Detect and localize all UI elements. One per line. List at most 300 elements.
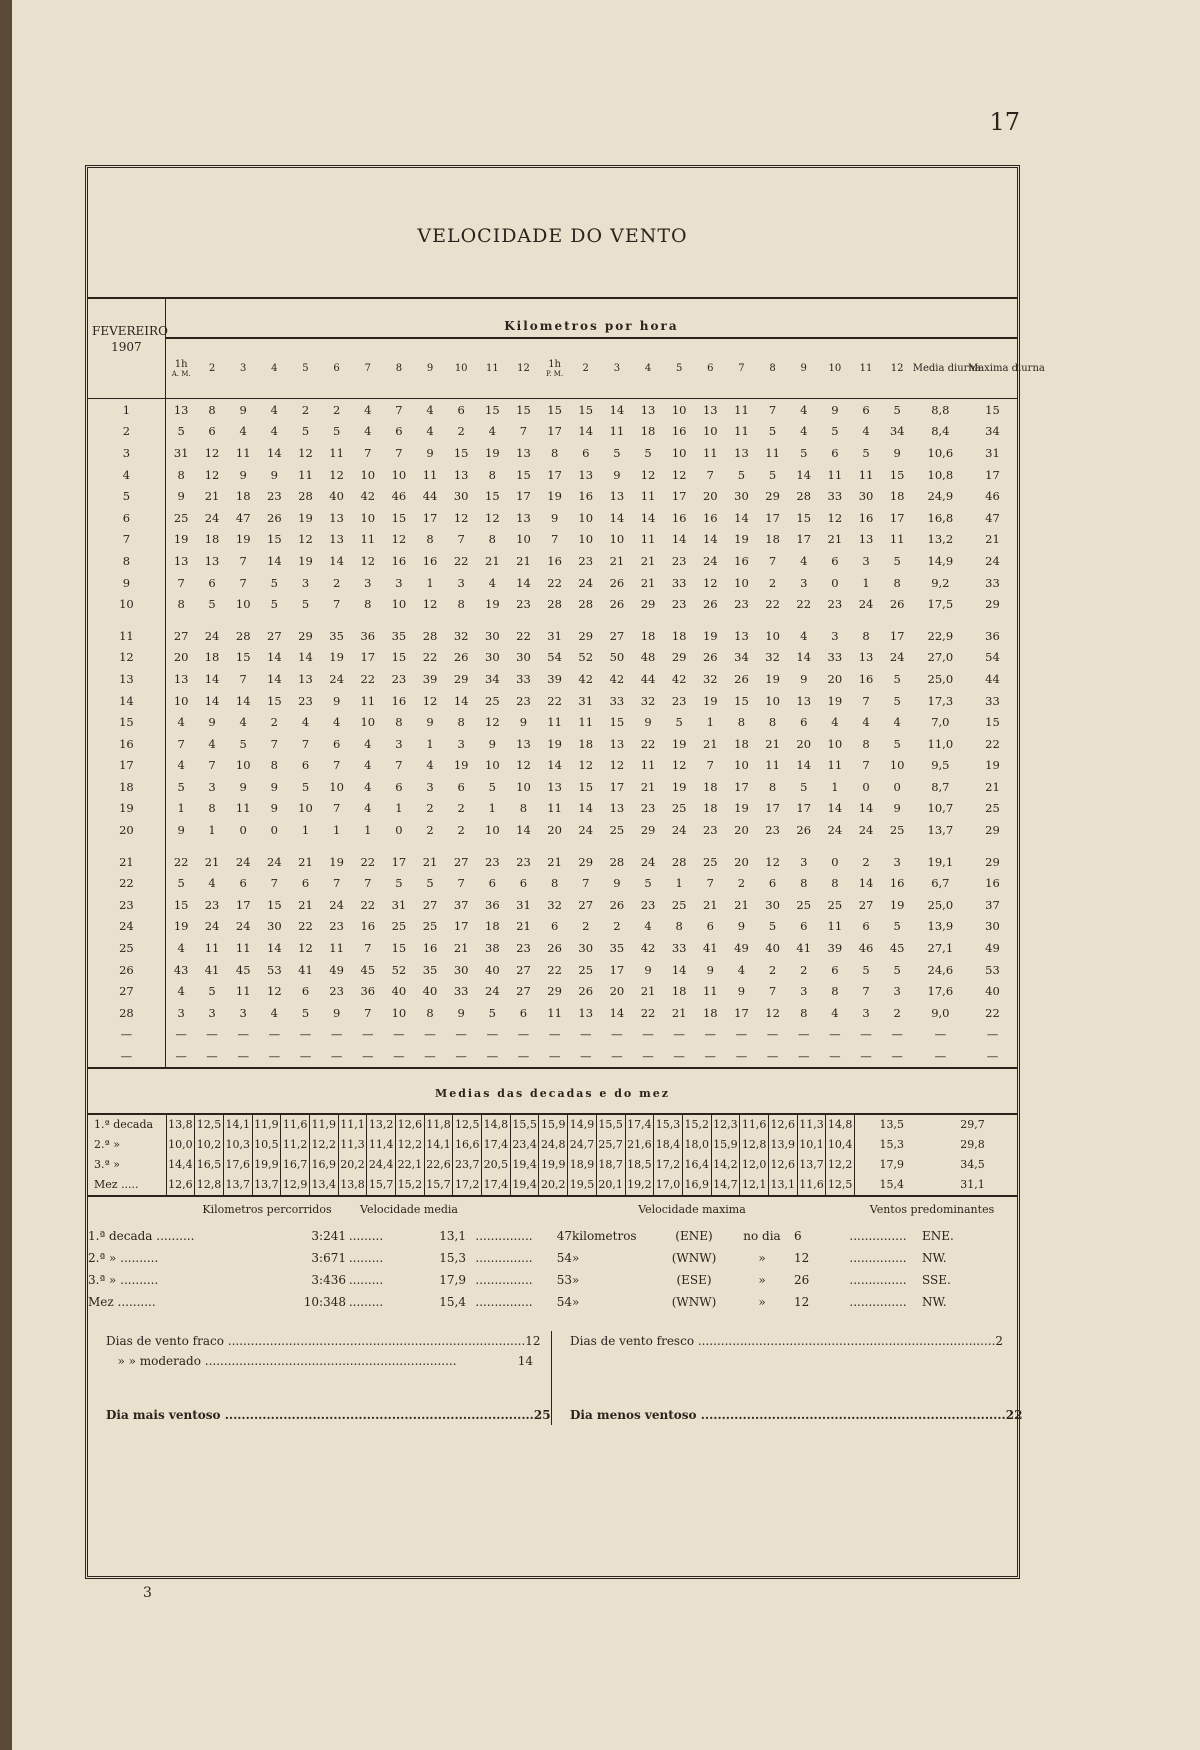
empty-mark: —: [829, 1049, 841, 1064]
decade-hour-mean: 11,9: [252, 1115, 281, 1135]
hourly-value: 13: [516, 510, 531, 525]
hourly-value: 18: [578, 736, 594, 751]
hourly-value: 1: [395, 801, 403, 816]
hourly-value: 2: [582, 919, 590, 934]
velocidade-media: 17,9: [439, 1272, 466, 1287]
hourly-value: 9: [488, 736, 496, 751]
vento-predominante: ENE.: [922, 1228, 954, 1243]
day-row-25: [88, 937, 1017, 959]
day-row-1: [88, 399, 1017, 421]
hourly-value: 7: [862, 693, 870, 708]
units-header: Kilometros por hora: [504, 319, 679, 333]
hourly-value: 2: [893, 1005, 901, 1020]
hourly-value: 7: [768, 984, 777, 999]
hour-header-5: 5: [290, 338, 321, 399]
hourly-value: 26: [734, 671, 749, 686]
hourly-value: 12: [765, 854, 780, 869]
hour-header-24: 12: [882, 338, 913, 399]
hourly-value: 11: [547, 801, 562, 816]
hourly-value: 27: [609, 628, 625, 643]
maxima-diurna: 17: [985, 467, 1000, 482]
hourly-value: 17: [796, 801, 812, 816]
km-header: Kilometros percorridos: [202, 1202, 332, 1216]
hourly-value: 45: [889, 941, 905, 956]
max-unit: »: [572, 1272, 580, 1287]
empty-mark: —: [611, 1027, 623, 1042]
hourly-value: 28: [578, 597, 594, 612]
hourly-value: 28: [671, 854, 687, 869]
hourly-value: 5: [177, 424, 185, 439]
hourly-value: 25: [702, 854, 718, 869]
maxima-diurna: 29: [985, 854, 1000, 869]
media-diurna: 10,8: [927, 467, 954, 482]
decade-max: 29,8: [960, 1138, 985, 1152]
empty-mark: —: [455, 1027, 467, 1042]
hourly-value: 14: [578, 801, 594, 816]
vento-predominante: NW.: [922, 1250, 947, 1265]
hourly-value: 24: [485, 984, 500, 999]
hourly-value: 4: [364, 801, 372, 816]
hourly-value: 4: [800, 402, 808, 417]
hourly-value: 12: [765, 1005, 780, 1020]
hourly-value: 9: [644, 962, 652, 977]
hourly-value: 24: [267, 854, 282, 869]
decade-max: 31,1: [960, 1178, 985, 1192]
decade-hour-mean: 14,9: [568, 1115, 597, 1135]
dia-label: »: [758, 1250, 766, 1265]
maxima-diurna: 15: [985, 715, 1000, 730]
hourly-value: 9: [426, 445, 434, 460]
hourly-value: 5: [613, 445, 621, 460]
decade-hour-mean: 13,4: [309, 1175, 338, 1195]
hourly-value: 15: [453, 445, 469, 460]
hourly-value: 23: [329, 984, 344, 999]
media-diurna: 7,0: [931, 715, 950, 730]
hourly-value: 41: [702, 941, 718, 956]
decade-hour-mean: 14,7: [711, 1175, 740, 1195]
hourly-value: 25: [485, 693, 500, 708]
hourly-value: 13: [329, 532, 344, 547]
velocidade-media: 13,1: [439, 1228, 466, 1243]
hourly-value: 14: [298, 650, 313, 665]
hourly-value: 30: [516, 650, 531, 665]
hourly-value: 6: [582, 445, 590, 460]
decade-hour-mean: 17,2: [453, 1175, 482, 1195]
hourly-value: 3: [395, 736, 403, 751]
hourly-value: 6: [457, 779, 465, 794]
hourly-value: 4: [800, 628, 808, 643]
hourly-value: 11: [298, 467, 313, 482]
hourly-value: 41: [204, 962, 220, 977]
hourly-value: 13: [329, 510, 344, 525]
hourly-value: 4: [426, 402, 434, 417]
empty-mark: —: [673, 1049, 685, 1064]
hourly-value: 10: [609, 532, 625, 547]
decade-hour-mean: 11,3: [797, 1115, 826, 1135]
hourly-value: 4: [208, 736, 216, 751]
hourly-value: 23: [298, 693, 313, 708]
decade-hour-mean: 15,3: [654, 1115, 683, 1135]
media-diurna: 14,9: [927, 553, 954, 568]
hourly-value: 20: [827, 671, 843, 686]
decade-hour-mean: 12,9: [281, 1175, 310, 1195]
hourly-value: 3: [239, 1005, 247, 1020]
hourly-value: 10: [329, 779, 344, 794]
hourly-value: 21: [547, 854, 562, 869]
hourly-value: 21: [453, 941, 469, 956]
hourly-value: 5: [768, 424, 777, 439]
hourly-value: 16: [858, 671, 874, 686]
hourly-value: 10: [391, 467, 407, 482]
hourly-value: 40: [765, 941, 780, 956]
empty-mark: —: [486, 1027, 499, 1042]
hourly-value: 6: [550, 919, 559, 934]
media-diurna: 13,2: [927, 532, 954, 547]
hourly-value: 22: [547, 693, 562, 708]
hourly-value: 5: [332, 424, 341, 439]
day-number: 6: [88, 507, 165, 529]
hourly-value: 0: [831, 575, 839, 590]
hourly-value: 2: [457, 801, 465, 816]
empty-mark: —: [934, 1049, 947, 1064]
month-label: FEVEREIRO: [88, 299, 165, 338]
hourly-value: 14: [609, 1005, 625, 1020]
decade-hour-mean: 12,6: [768, 1115, 797, 1135]
decade-hour-mean: 12,2: [396, 1135, 425, 1155]
day-row-8: [88, 550, 1017, 572]
empty-mark: —: [237, 1027, 249, 1042]
hourly-value: 11: [827, 919, 843, 934]
hourly-value: 19: [485, 445, 500, 460]
hourly-value: 2: [332, 575, 341, 590]
hourly-value: 32: [765, 650, 780, 665]
empty-mark: —: [299, 1027, 312, 1042]
hourly-value: 23: [329, 919, 344, 934]
decade-hour-mean: 23,4: [510, 1135, 539, 1155]
menos-value: 22: [1005, 1407, 1023, 1422]
hourly-value: 5: [644, 876, 652, 891]
hourly-value: 12: [516, 758, 531, 773]
hourly-value: 12: [671, 758, 687, 773]
decade-hour-mean: 10,0: [166, 1135, 195, 1155]
hourly-value: 5: [270, 575, 278, 590]
decade-hour-mean: 20,5: [482, 1155, 511, 1175]
day-number: 24: [88, 916, 165, 938]
hourly-value: 18: [235, 489, 251, 504]
hourly-value: 7: [177, 575, 185, 590]
hourly-value: 10: [235, 758, 251, 773]
hourly-value: 30: [453, 962, 469, 977]
hourly-value: 18: [640, 424, 656, 439]
hourly-value: 11: [329, 941, 344, 956]
hourly-value: 33: [453, 984, 469, 999]
page-number: 17: [989, 108, 1020, 136]
hourly-value: 14: [267, 671, 282, 686]
hourly-value: 10: [391, 1005, 407, 1020]
hourly-value: 9: [893, 445, 901, 460]
maxima-diurna: 47: [985, 510, 1000, 525]
decade-hour-mean: 24,7: [568, 1135, 597, 1155]
decade-hour-mean: 24,8: [539, 1135, 568, 1155]
decade-hour-mean: 12,5: [195, 1115, 224, 1135]
empty-mark: —: [393, 1027, 405, 1042]
hourly-value: 6: [488, 876, 496, 891]
hourly-value: 26: [702, 650, 718, 665]
hourly-value: 13: [858, 532, 874, 547]
hourly-value: 6: [768, 876, 777, 891]
hourly-value: 1: [208, 823, 216, 838]
hourly-value: 42: [609, 671, 625, 686]
hourly-value: 22: [516, 628, 531, 643]
hourly-value: 53: [267, 962, 282, 977]
hourly-value: 11: [827, 467, 843, 482]
hourly-value: 5: [488, 1005, 496, 1020]
hourly-value: 14: [267, 941, 282, 956]
hourly-value: 20: [796, 736, 812, 751]
hourly-value: 10: [671, 445, 687, 460]
decade-hour-mean: 16,4: [682, 1155, 711, 1175]
decade-hour-mean: 11,3: [338, 1135, 367, 1155]
hourly-value: 7: [332, 801, 341, 816]
decade-hour-mean: 12,6: [768, 1155, 797, 1175]
hourly-value: 21: [640, 553, 656, 568]
hourly-value: 11: [640, 758, 656, 773]
hourly-value: 16: [391, 693, 407, 708]
maxima-diurna: 33: [985, 693, 1000, 708]
hourly-value: 30: [734, 489, 749, 504]
media-header: Velocidade media: [360, 1202, 458, 1216]
decade-hour-mean: 19,5: [568, 1175, 597, 1195]
hourly-value: 23: [765, 823, 780, 838]
decade-hour-mean: 13,7: [223, 1175, 252, 1195]
hourly-value: 25: [889, 823, 905, 838]
decade-label: 2.ª »: [88, 1135, 166, 1155]
hourly-value: 23: [640, 897, 656, 912]
hourly-value: 4: [177, 941, 185, 956]
decade-hour-mean: 15,2: [396, 1175, 425, 1195]
hourly-value: 35: [391, 628, 407, 643]
media-diurna: 8,8: [931, 402, 950, 417]
hourly-value: 5: [768, 919, 777, 934]
hourly-value: 23: [671, 693, 687, 708]
hourly-value: 8: [457, 597, 465, 612]
book-gutter: [0, 0, 12, 1750]
hourly-value: 11: [547, 1005, 562, 1020]
hourly-value: 21: [609, 553, 625, 568]
day-row-11: [88, 625, 1017, 647]
velocidade-media: 15,3: [439, 1250, 466, 1265]
hourly-value: 7: [332, 876, 341, 891]
hourly-value: 23: [827, 597, 843, 612]
hourly-value: 13: [173, 553, 189, 568]
decade-hour-mean: 14,1: [424, 1135, 453, 1155]
decade-hour-mean: 15,2: [682, 1115, 711, 1135]
hourly-value: 8: [364, 597, 372, 612]
hourly-value: 10: [578, 532, 594, 547]
hour-header-1: 1h A. M.: [165, 338, 196, 399]
hour-header-17: 5: [664, 338, 695, 399]
hourly-value: 3: [800, 984, 808, 999]
hourly-value: 14: [609, 510, 625, 525]
media-diurna: 25,0: [927, 897, 954, 912]
summary-headers: [88, 1203, 1017, 1225]
hourly-value: 7: [395, 445, 403, 460]
hourly-value: 39: [827, 941, 843, 956]
hourly-value: 15: [516, 402, 531, 417]
hourly-value: 18: [765, 532, 780, 547]
decade-hour-mean: 20,1: [596, 1175, 625, 1195]
hourly-value: 14: [796, 758, 812, 773]
hourly-value: 5: [239, 736, 247, 751]
empty-mark: —: [860, 1027, 872, 1042]
maxima-diurna: 49: [985, 941, 1000, 956]
hourly-value: 14: [578, 424, 594, 439]
hourly-value: 29: [453, 671, 469, 686]
hourly-value: 12: [360, 553, 376, 568]
hourly-table: [88, 299, 1045, 1075]
hourly-value: 9: [737, 984, 746, 999]
hourly-value: 24: [235, 854, 251, 869]
hourly-value: 11: [422, 467, 438, 482]
hourly-value: 6: [800, 919, 808, 934]
hourly-value: 12: [578, 758, 594, 773]
hourly-value: 22: [640, 736, 656, 751]
hourly-value: 10: [485, 823, 500, 838]
hourly-value: 7: [706, 876, 714, 891]
summary-row: 1.ª decada .......... 3:241 ......... 13,1 ............... 47 kilometros (ENE) no dia 6 ............... ENE.: [88, 1225, 1017, 1247]
day-row-12: [88, 647, 1017, 669]
empty-mark: —: [891, 1049, 903, 1064]
hourly-value: 11: [640, 489, 656, 504]
max-direction: (ENE): [675, 1228, 713, 1243]
hourly-value: 4: [364, 736, 372, 751]
empty-mark: —: [735, 1027, 748, 1042]
day-row-16: [88, 733, 1017, 755]
hourly-value: 30: [453, 489, 469, 504]
decade-media: 15,4: [879, 1178, 904, 1192]
hourly-value: 4: [862, 715, 870, 730]
hourly-value: 17: [547, 424, 562, 439]
hourly-value: 13: [516, 445, 531, 460]
hourly-value: 8: [208, 801, 216, 816]
day-number: 7: [88, 529, 165, 551]
hourly-value: 7: [550, 532, 559, 547]
hourly-value: 9: [177, 489, 185, 504]
decade-hour-mean: 15,7: [424, 1175, 453, 1195]
hourly-value: 46: [858, 941, 874, 956]
hourly-value: 5: [301, 424, 310, 439]
hourly-value: 33: [671, 941, 687, 956]
hourly-value: 21: [485, 553, 500, 568]
hourly-value: 17: [609, 962, 625, 977]
hourly-value: 9: [239, 402, 247, 417]
summary-block: [88, 1195, 1017, 1313]
hourly-value: 12: [204, 445, 220, 460]
maxima-header: Velocidade maxima: [638, 1202, 746, 1216]
media-diurna: 8,4: [931, 424, 950, 439]
hourly-value: 27: [422, 897, 438, 912]
decade-hour-mean: 15,7: [367, 1175, 396, 1195]
hourly-value: 8: [862, 736, 870, 751]
hourly-value: 16: [858, 510, 874, 525]
hourly-value: 2: [768, 962, 777, 977]
hourly-value: 23: [516, 597, 531, 612]
media-diurna: 24,9: [927, 489, 954, 504]
hourly-value: 12: [485, 510, 500, 525]
media-diurna: 17,5: [927, 597, 954, 612]
decade-hour-mean: 14,1: [223, 1115, 252, 1135]
hour-header-7: 7: [352, 338, 383, 399]
hourly-value: 10: [765, 628, 780, 643]
decade-hour-mean: 19,4: [510, 1155, 539, 1175]
hourly-value: 4: [270, 1005, 278, 1020]
hourly-value: 5: [737, 467, 746, 482]
hourly-value: 9: [208, 715, 216, 730]
day-number: 28: [88, 1002, 165, 1024]
hourly-value: 10: [235, 597, 251, 612]
hourly-value: 15: [391, 650, 407, 665]
hourly-value: 6: [208, 424, 216, 439]
hourly-value: 5: [301, 597, 310, 612]
hourly-value: 6: [208, 575, 216, 590]
empty-mark: —: [797, 1027, 810, 1042]
day-row-6: [88, 507, 1017, 529]
hourly-value: 30: [267, 919, 282, 934]
hourly-value: 21: [734, 897, 749, 912]
hourly-value: 46: [391, 489, 407, 504]
day-number: 23: [88, 894, 165, 916]
empty-mark: —: [393, 1049, 405, 1064]
summary-label: 3.ª » ..........: [88, 1272, 159, 1287]
hourly-value: 49: [734, 941, 749, 956]
hourly-value: 17: [889, 510, 905, 525]
hourly-value: 23: [516, 854, 531, 869]
hourly-value: 5: [675, 715, 683, 730]
empty-mark: —: [704, 1027, 717, 1042]
hourly-value: 5: [893, 402, 901, 417]
hourly-value: 16: [734, 553, 749, 568]
hourly-value: 8: [768, 779, 777, 794]
hourly-value: 19: [671, 736, 687, 751]
hourly-value: 19: [173, 532, 189, 547]
hourly-value: 17: [453, 919, 469, 934]
hourly-value: 8: [768, 715, 777, 730]
decade-hour-mean: 12,5: [826, 1175, 855, 1195]
hourly-value: 21: [640, 779, 656, 794]
hourly-value: 52: [578, 650, 594, 665]
empty-mark: —: [704, 1049, 717, 1064]
maxima-diurna: 29: [985, 597, 1000, 612]
hourly-value: 11: [702, 984, 718, 999]
max-direction: (ESE): [676, 1272, 712, 1287]
decade-hour-mean: 16,9: [309, 1155, 338, 1175]
hourly-value: 17: [889, 628, 905, 643]
max-day: 12: [794, 1294, 810, 1309]
hourly-value: 11: [765, 758, 780, 773]
hourly-value: 16: [578, 489, 594, 504]
hourly-value: 10: [360, 715, 376, 730]
mais-label: Dia mais ventoso ..........................................................................: [106, 1407, 534, 1422]
hourly-value: 23: [671, 597, 687, 612]
hourly-value: 23: [391, 671, 407, 686]
maxima-diurna: 53: [985, 962, 1000, 977]
hourly-value: 8: [488, 467, 496, 482]
hourly-value: 33: [671, 575, 687, 590]
day-row-23: [88, 894, 1017, 916]
decade-hour-mean: 13,8: [166, 1115, 195, 1135]
empty-mark: —: [237, 1049, 249, 1064]
decade-hour-mean: 11,6: [740, 1115, 769, 1135]
